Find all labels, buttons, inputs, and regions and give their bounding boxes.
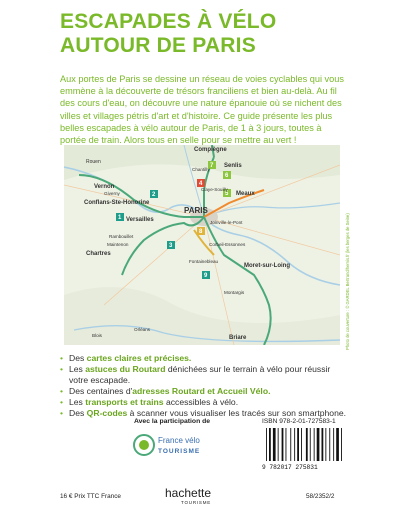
svg-text:hachette: hachette xyxy=(165,486,212,500)
svg-text:France vélo: France vélo xyxy=(158,436,200,445)
city-label: Blois xyxy=(92,333,102,338)
barcode-bar xyxy=(341,428,342,461)
route-number: 3 xyxy=(169,243,173,249)
svg-text:TOURISME: TOURISME xyxy=(158,448,201,455)
city-label: Rouen xyxy=(86,159,101,165)
feature-item: • Des QR-codes à scanner vous visualiser les tracés sur son smartphone. xyxy=(60,408,350,419)
price-text: 16 € Prix TTC France xyxy=(60,493,121,500)
route-number: 2 xyxy=(152,192,156,198)
title-line-2: AUTOUR DE PARIS xyxy=(60,34,256,57)
france-velo-logo xyxy=(133,431,223,459)
svg-text:TOURISME: TOURISME xyxy=(181,500,212,505)
barcode-bar xyxy=(314,428,315,461)
svg-text:9 782017 275831: 9 782017 275831 xyxy=(262,464,318,470)
product-code: 58/2352/2 xyxy=(306,493,335,500)
barcode-bar xyxy=(290,428,291,461)
route-number: 9 xyxy=(204,273,208,279)
route-number: 6 xyxy=(225,173,229,179)
city-label: Fontainebleau xyxy=(189,259,219,264)
city-label: Conflans-Ste-Honorine xyxy=(84,200,150,206)
city-label: Senlis xyxy=(224,163,242,169)
route-map xyxy=(64,145,340,345)
city-label: Meaux xyxy=(236,191,255,197)
barcode-bar xyxy=(322,428,324,461)
barcode-bar xyxy=(333,428,334,461)
cover-title xyxy=(60,10,360,58)
barcode-bar xyxy=(294,428,295,461)
feature-item: • Des centaines d'adresses Routard et Accueil Vélo. xyxy=(60,386,350,397)
barcode-bar xyxy=(336,428,339,461)
city-label: Briare xyxy=(229,335,247,341)
barcode-bar xyxy=(329,428,330,461)
barcode-bar xyxy=(286,428,287,461)
intro-text: Aux portes de Paris se dessine un réseau de voies cyclables qui vous emmène à la découverte de trésors franciliens et bien au-delà. Au fil des cours d'eau, on découvre une nature épanouie où se nichent des villes et villages pétris d'art et d'histoire. Ce guide présente les plus belles escapades à vélo autour de Paris, de 1 à 3 jours, toutes à portée de train. Alors tous en selle pour se mettre au vert ! xyxy=(60,74,344,146)
barcode-bar xyxy=(282,428,284,461)
city-label: Montargis xyxy=(224,290,245,295)
city-label: Claye-Souilly xyxy=(201,187,228,192)
city-label: Versailles xyxy=(126,217,154,223)
photo-credit xyxy=(343,200,353,350)
barcode-bar xyxy=(269,428,271,461)
barcode-bar xyxy=(273,428,276,461)
city-label: Maintenon xyxy=(107,242,129,247)
barcode-bar xyxy=(317,428,320,461)
city-label: Vernon xyxy=(94,184,115,190)
barcode-bar xyxy=(325,428,326,461)
city-label: PARIS xyxy=(184,206,208,215)
route-number: 1 xyxy=(118,215,122,221)
city-label: Chartres xyxy=(86,251,111,257)
city-label: Compiègne xyxy=(194,147,227,153)
barcode-bar xyxy=(301,428,302,461)
city-label: Corbeil-Essonnes xyxy=(209,242,246,247)
feature-item: • Des cartes claires et précises. xyxy=(60,353,350,364)
barcode-bar xyxy=(278,428,279,461)
city-label: Chantilly xyxy=(192,167,210,172)
city-label: Rambouillet xyxy=(109,234,134,239)
barcode-bar xyxy=(266,428,267,461)
city-label: Moret-sur-Loing xyxy=(244,263,290,269)
svg-text:Photo de couverture : © GARDEL: Photo de couverture : © GARDEL Bertrand/hemis.fr (les berges de Seine) xyxy=(345,213,350,350)
route-number: 8 xyxy=(199,229,203,235)
city-label: Giverny xyxy=(104,191,120,196)
city-label: Orléans xyxy=(134,327,151,332)
route-number: 4 xyxy=(199,181,203,187)
title-line-1: ESCAPADES À VÉLO xyxy=(60,10,277,33)
feature-item: • Les astuces du Routard dénichées sur le terrain à vélo pour réussir votre escapade. xyxy=(60,364,350,386)
barcode-bar xyxy=(297,428,299,461)
route-number: 7 xyxy=(210,163,214,169)
barcode-bar xyxy=(310,428,311,461)
barcode xyxy=(262,428,348,470)
feature-item: • Les transports et trains accessibles à vélo. xyxy=(60,397,350,408)
hachette-logo xyxy=(165,485,227,505)
isbn-text: ISBN 978-2-01-727583-1 xyxy=(262,418,336,425)
participation-label: Avec la participation de xyxy=(134,418,211,425)
route-number: 5 xyxy=(225,191,229,197)
city-label: Joinville-le-Pont xyxy=(210,220,243,225)
barcode-bar xyxy=(306,428,308,461)
feature-list xyxy=(60,353,350,419)
